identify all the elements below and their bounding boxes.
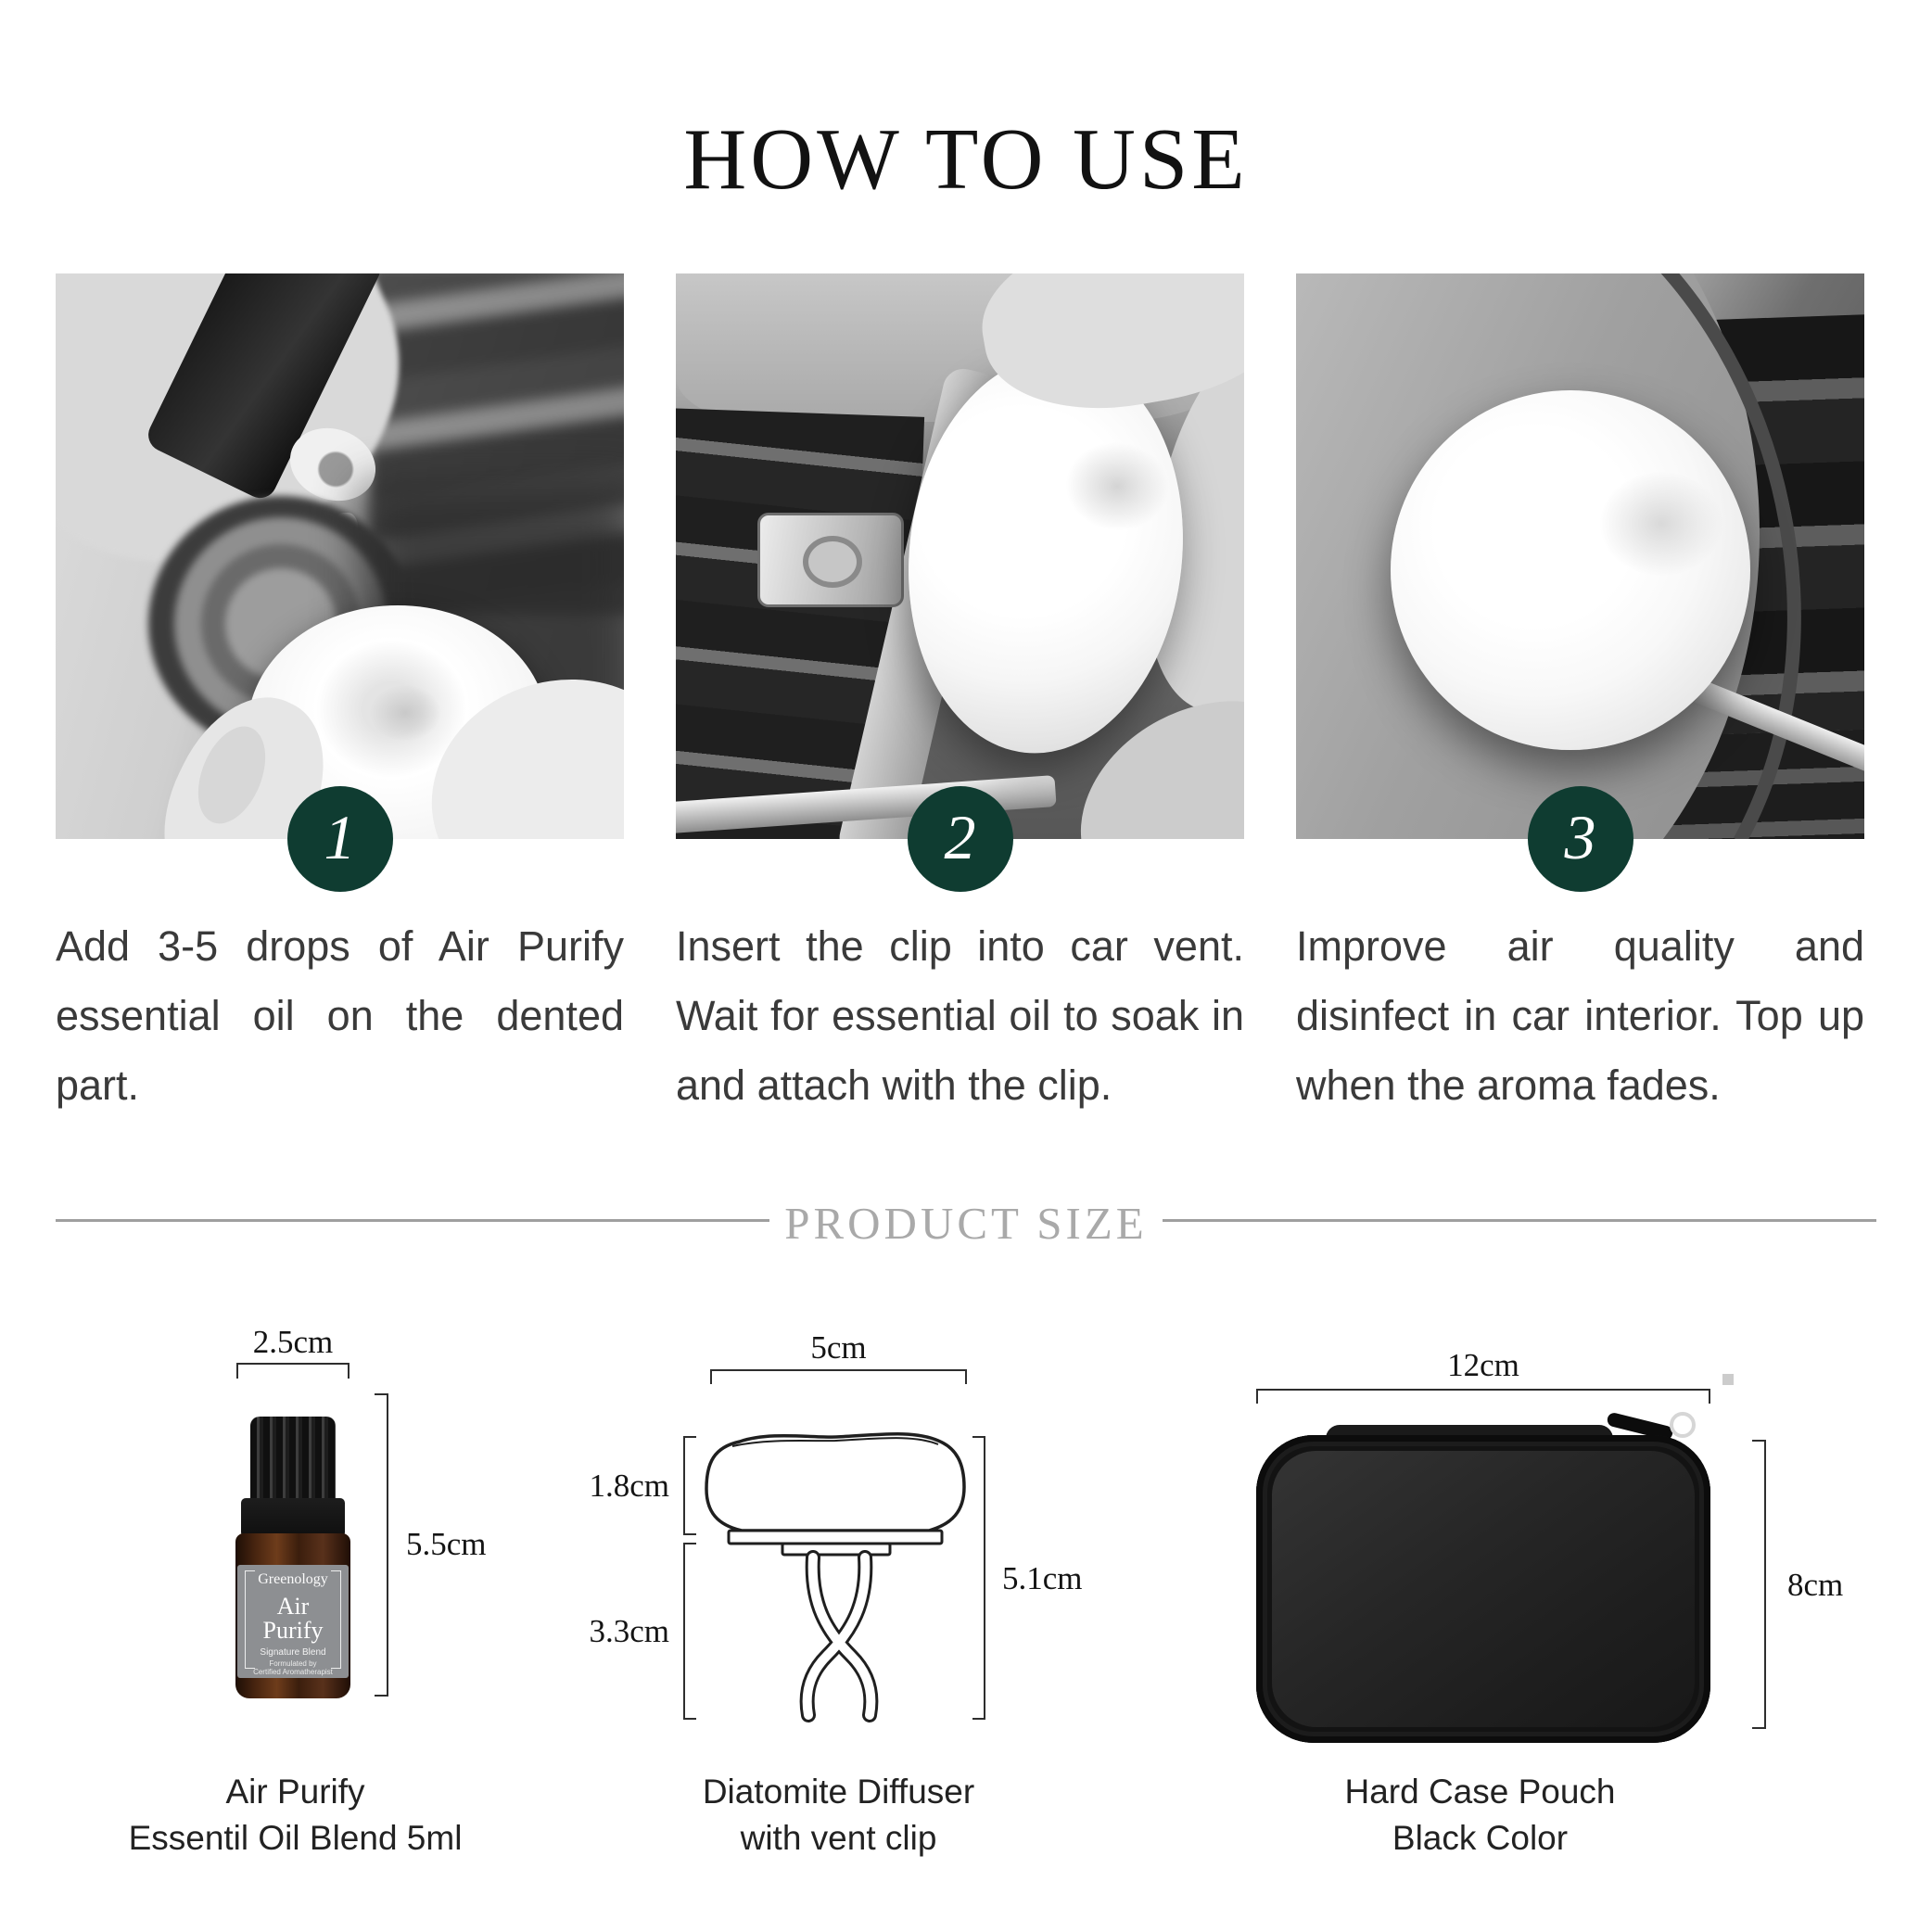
label-product-line2: Purify	[262, 1617, 324, 1644]
diffuser-caption-line2: with vent clip	[740, 1819, 937, 1857]
bottle-caption-line1: Air Purify	[225, 1773, 365, 1811]
step-3-text: Improve air quality and disinfect in car interior. Top up when the aroma fades.	[1296, 922, 1864, 1109]
step-2-text: Insert the clip into car vent. Wait for essential oil to soak in and attach with the clip.	[676, 922, 1244, 1109]
diffuser-caption	[554, 1769, 1123, 1862]
bottle-height-label: 5.5cm	[406, 1526, 487, 1562]
brand-name: Greenology	[258, 1571, 328, 1587]
diffuser-stone	[1391, 390, 1750, 750]
case-height-bracket	[1752, 1440, 1766, 1729]
diffuser-top-height-label: 1.8cm	[589, 1468, 669, 1504]
case-width-label: 12cm	[1447, 1347, 1519, 1383]
step-2-badge	[908, 786, 1013, 892]
zipper-ring	[1670, 1412, 1696, 1438]
diffuser-pillow	[706, 1434, 964, 1531]
case-caption-line1: Hard Case Pouch	[1344, 1773, 1616, 1811]
watermark-dot	[1722, 1374, 1734, 1385]
bottle-caption-line2: Essentil Oil Blend 5ml	[128, 1819, 463, 1857]
bottle-collar	[241, 1498, 345, 1537]
step-1-column	[56, 273, 624, 1120]
case-front-face	[1272, 1451, 1695, 1727]
diffuser-caption-line1: Diatomite Diffuser	[702, 1773, 975, 1811]
bottle-label	[237, 1565, 349, 1678]
label-note2: Certified Aromatherapist	[253, 1668, 333, 1676]
label-product-line1: Air	[276, 1593, 310, 1620]
product-size-heading: PRODUCT SIZE	[784, 1198, 1148, 1249]
bottle-width-bracket	[236, 1363, 350, 1379]
bottle-cap	[250, 1417, 336, 1502]
diffuser-clip-height-label: 3.3cm	[589, 1613, 669, 1649]
page-title: HOW TO USE	[683, 111, 1249, 208]
stone-dent	[370, 685, 440, 741]
label-note1: Formulated by	[269, 1659, 317, 1668]
step-1-number: 1	[324, 802, 356, 872]
diffuser-width-label: 5cm	[810, 1329, 867, 1366]
bottle-caption	[11, 1769, 579, 1862]
diffuser-line-drawing	[593, 1326, 1094, 1734]
diffuser-total-height-label: 5.1cm	[1002, 1560, 1083, 1596]
step-3-badge	[1528, 786, 1633, 892]
divider-line-right	[1163, 1219, 1876, 1222]
step-1-text: Add 3-5 drops of Air Purify essential oil on the dented part.	[56, 922, 624, 1109]
step-3-number: 3	[1564, 802, 1596, 872]
bottle-width-label: 2.5cm	[252, 1324, 334, 1360]
base-plate-outer	[729, 1531, 942, 1544]
case-caption	[1196, 1769, 1764, 1862]
step-3-column	[1296, 273, 1864, 1120]
step-2-column	[676, 273, 1244, 1120]
bottle-height-bracket	[375, 1393, 388, 1697]
case-caption-line2: Black Color	[1392, 1819, 1569, 1857]
step-1-badge	[287, 786, 393, 892]
vent-clip	[757, 513, 904, 607]
step-1-photo	[56, 273, 624, 839]
case-width-bracket	[1256, 1389, 1710, 1404]
step-2-photo	[676, 273, 1244, 839]
essential-oil-bottle	[235, 1417, 350, 1698]
base-plate-inner	[782, 1544, 890, 1555]
clip-hole	[803, 536, 862, 588]
label-subtitle: Signature Blend	[260, 1647, 326, 1658]
stone-dent	[1600, 472, 1722, 576]
step-3-photo	[1296, 273, 1864, 839]
step-2-number: 2	[944, 802, 976, 872]
hard-case-pouch	[1256, 1423, 1710, 1743]
case-height-label: 8cm	[1787, 1567, 1844, 1603]
stone-dent	[1061, 437, 1173, 536]
